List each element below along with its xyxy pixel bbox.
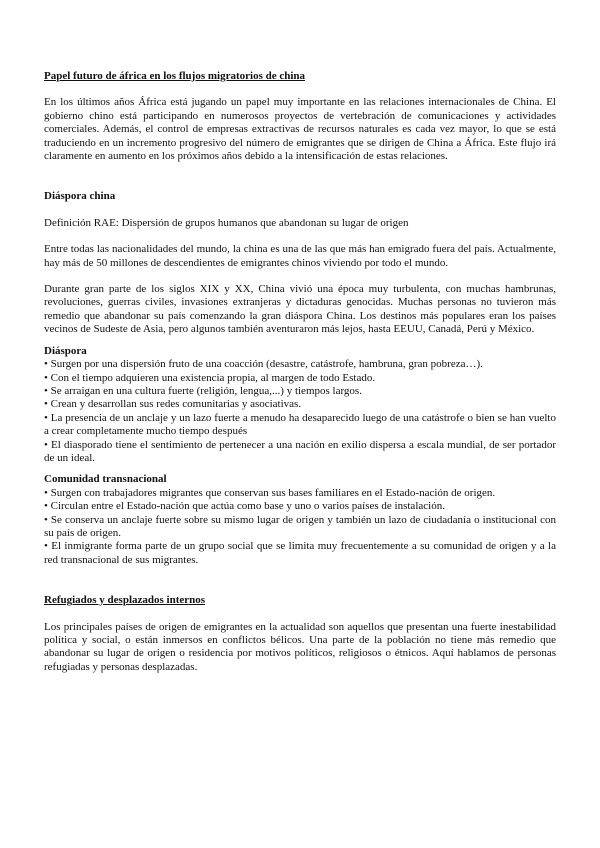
list-item: • Se arraigan en una cultura fuerte (religión, lengua,...) y tiempos largos.: [44, 384, 362, 397]
paragraph-nacionalidades: Entre todas las nacionalidades del mundo, la china es una de las que más han emigrado fuera del país. Actualmente, hay más de 50 millones de descendientes de emigrantes chinos viviendo por todo el mundo.: [44, 243, 556, 269]
list-item: • Con el tiempo adquieren una existencia propia, al margen de todo Estado.: [44, 371, 376, 384]
subheading-diaspora: Diáspora: [44, 344, 87, 357]
paragraph-africa: En los últimos años África está jugando un papel muy importante en las relaciones internacionales de China. El gobierno chino está participando en numerosos proyectos de vertebración de comunicaciones y actividades comerciales. Además, el control de empresas extractivas de recursos naturales es cada vez mayor, lo que se está traduciendo en un incremento progresivo del número de emigrantes que se dirigen de China a África. Este flujo irá claramente en aumento en los próximos años debido a la intensificación de estas relaciones.: [44, 96, 556, 163]
section-title-diaspora-china: Diáspora china: [44, 190, 116, 203]
list-item: • Circulan entre el Estado-nación que actúa como base y uno o varios países de instalación.: [44, 500, 445, 513]
list-item: • El diasporado tiene el sentimiento de pertenecer a una nación en exilio dispersa a escala mundial, de ser portador de un ideal.: [44, 438, 556, 464]
list-item: • Se conserva un anclaje fuerte sobre su mismo lugar de origen y también un lazo de ciudadanía o institucional con su país de origen.: [44, 513, 556, 539]
paragraph-refugiados: Los principales países de origen de emigrantes en la actualidad son aquellos que presentan una fuerte inestabilidad política y social, o están inmersos en conflictos bélicos. Una parte de la población no tiene más remedio que abandonar su lugar de origen o residencia por motivos políticos, religiosos o étnicos. Aquí hablamos de personas refugiadas y personas desplazadas.: [44, 620, 556, 673]
list-item: • El inmigrante forma parte de un grupo social que se limita muy frecuentemente a su comunidad de origen y a la red transnacional de sus migrantes.: [44, 540, 556, 566]
list-item: • La presencia de un anclaje y un lazo fuerte a menudo ha desaparecido luego de una catástrofe o bien se han vuelto a crear completamente mucho tiempo después: [44, 411, 556, 438]
paragraph-siglos: Durante gran parte de los siglos XIX y XX, China vivió una época muy turbulenta, con muchas hambrunas, revoluciones, guerras civiles, invasiones extranjeras y dictaduras genocidas. Muchas personas no tuvieron más remedio que abandonar su país comenzando la gran diáspora China. Los destinos más populares eran los países vecinos de Sudeste de Asia, pero algunos también aventuraron más lejos, hasta EEUU, Canadá, Perú y México.: [44, 283, 556, 336]
list-item: • Crean y desarrollan sus redes comunitarias y asociativas.: [44, 398, 302, 411]
subheading-comunidad-transnacional: Comunidad transnacional: [44, 473, 167, 486]
definition-rae: Definición RAE: Dispersión de grupos humanos que abandonan su lugar de origen: [44, 216, 409, 229]
section-title-refugiados: Refugiados y desplazados internos: [44, 594, 206, 607]
list-item: • Surgen por una dispersión fruto de una coacción (desastre, catástrofe, hambruna, gran pobreza…).: [44, 358, 483, 371]
document-page: [44, 70, 556, 674]
list-item: • Surgen con trabajadores migrantes que conservan sus bases familiares en el Estado-nación de origen.: [44, 486, 496, 499]
section-title-africa: Papel futuro de áfrica en los flujos migratorios de china: [44, 70, 306, 82]
